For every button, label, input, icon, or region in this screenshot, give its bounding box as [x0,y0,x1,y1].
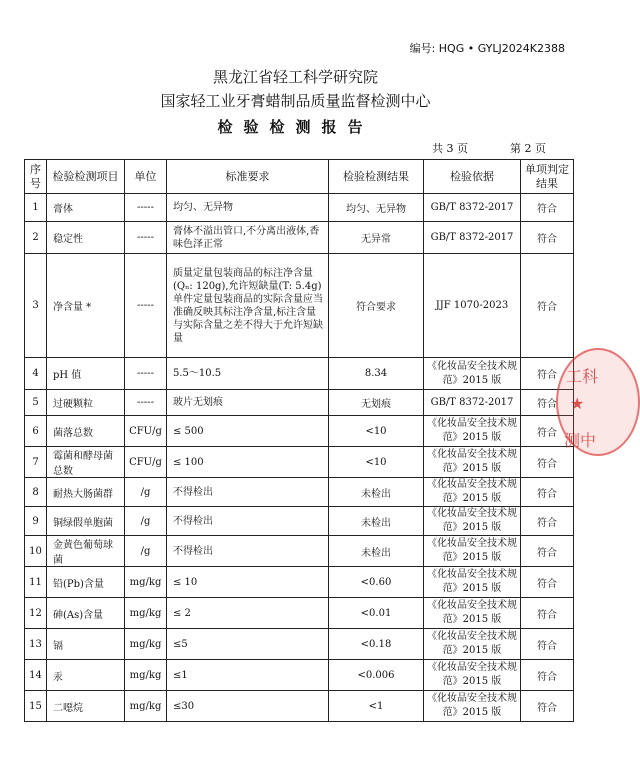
basis-cell: GB/T 8372-2017 [424,222,521,254]
result-cell: 未检出 [329,536,424,567]
official-seal [556,348,640,456]
basis-cell: 《化妆品安全技术规范》2015 版 [424,691,521,722]
unit-cell: ----- [125,254,167,358]
result-cell: <0.006 [329,660,424,691]
verdict-cell: 符合 [521,629,574,660]
requirement-cell: 不得检出 [167,507,329,536]
table-row [25,254,574,358]
requirement-cell: ≤5 [167,629,329,660]
table-row [25,598,574,629]
basis-cell: 《化妆品安全技术规范》2015 版 [424,416,521,447]
row-number-cell: 2 [25,222,47,254]
requirement-cell: ≤30 [167,691,329,722]
verdict-cell: 符合 [521,536,574,567]
seal-star-icon: ★ [570,394,585,413]
test-item-cell: 净含量 * [47,254,125,358]
verdict-cell: 符合 [521,691,574,722]
requirement-cell: 玻片无划痕 [167,390,329,416]
report-title: 检验检测报告 [217,118,374,136]
header-cell: 检验检测结果 [329,160,424,194]
result-cell: <10 [329,447,424,478]
requirement-cell: 不得检出 [167,536,329,567]
verdict-cell: 符合 [521,567,574,598]
organization-name: 黑龙江省轻工科学研究院 [212,68,378,86]
result-cell: 符合要求 [329,254,424,358]
row-number-cell: 6 [25,416,47,447]
table-header-row [25,160,574,194]
test-item-cell: 金黄色葡萄球菌 [47,536,125,567]
unit-cell: ----- [125,222,167,254]
basis-cell: 《化妆品安全技术规范》2015 版 [424,660,521,691]
table-row [25,358,574,390]
test-item-cell: 霉菌和酵母菌总数 [47,447,125,478]
table-row [25,194,574,222]
unit-cell: /g [125,507,167,536]
unit-cell: ----- [125,194,167,222]
row-number-cell: 1 [25,194,47,222]
unit-cell: ----- [125,358,167,390]
verdict-cell: 符合 [521,598,574,629]
verdict-cell: 符合 [521,416,574,447]
header-cell: 检验依据 [424,160,521,194]
row-number-cell: 8 [25,478,47,507]
seal-text: 工科 [566,367,599,386]
requirement-cell: 质量定量包装商品的标注净含量(Qₙ: 120g),允许短缺量(T: 5.4g)单件定量包装商品的实际含量应当准确反映其标注净含量,标注含量与实际含量之差不得大于允许短缺量 [167,254,329,358]
requirement-cell: 不得检出 [167,478,329,507]
requirement-cell: 5.5～10.5 [167,358,329,390]
unit-cell: mg/kg [125,660,167,691]
basis-cell: GB/T 8372-2017 [424,390,521,416]
basis-cell: 《化妆品安全技术规范》2015 版 [424,358,521,390]
row-number-cell: 14 [25,660,47,691]
result-cell: <0.60 [329,567,424,598]
test-item-cell: 耐热大肠菌群 [47,478,125,507]
verdict-cell: 符合 [521,507,574,536]
row-number-cell: 4 [25,358,47,390]
basis-cell: JJF 1070-2023 [424,254,521,358]
result-cell: 未检出 [329,507,424,536]
verdict-cell: 符合 [521,194,574,222]
result-cell: <0.18 [329,629,424,660]
row-number-cell: 15 [25,691,47,722]
table-row [25,478,574,507]
result-cell: 均匀、无异物 [329,194,424,222]
requirement-cell: ≤ 2 [167,598,329,629]
basis-cell: 《化妆品安全技术规范》2015 版 [424,567,521,598]
result-cell: 8.34 [329,358,424,390]
row-number-cell: 13 [25,629,47,660]
basis-cell: 《化妆品安全技术规范》2015 版 [424,507,521,536]
basis-cell: GB/T 8372-2017 [424,194,521,222]
row-number-cell: 10 [25,536,47,567]
verdict-cell: 符合 [521,447,574,478]
verdict-cell: 符合 [521,390,574,416]
table-row [25,660,574,691]
test-item-cell: 铅(Pb)含量 [47,567,125,598]
test-item-cell: 镉 [47,629,125,660]
test-item-cell: pH 值 [47,358,125,390]
requirement-cell: ≤ 100 [167,447,329,478]
seal-text: 测中 [564,431,597,450]
table-row [25,222,574,254]
unit-cell: CFU/g [125,447,167,478]
result-cell: 无划痕 [329,390,424,416]
row-number-cell: 9 [25,507,47,536]
row-number-cell: 5 [25,390,47,416]
row-number-cell: 12 [25,598,47,629]
requirement-cell: 均匀、无异物 [167,194,329,222]
unit-cell: mg/kg [125,629,167,660]
unit-cell: mg/kg [125,691,167,722]
test-results-table [24,159,574,722]
basis-cell: 《化妆品安全技术规范》2015 版 [424,447,521,478]
verdict-cell: 符合 [521,660,574,691]
basis-cell: 《化妆品安全技术规范》2015 版 [424,478,521,507]
result-cell: <1 [329,691,424,722]
header-cell: 单项判定结果 [521,160,574,194]
test-item-cell: 膏体 [47,194,125,222]
test-item-cell: 铜绿假单胞菌 [47,507,125,536]
unit-cell: /g [125,536,167,567]
test-item-cell: 汞 [47,660,125,691]
verdict-cell: 符合 [521,358,574,390]
document-number: 编号: HQG • GYLJ2024K2388 [409,42,565,55]
total-pages: 共 3 页 [432,142,468,155]
basis-cell: 《化妆品安全技术规范》2015 版 [424,536,521,567]
unit-cell: CFU/g [125,416,167,447]
table-row [25,691,574,722]
result-cell: 无异常 [329,222,424,254]
table-row [25,390,574,416]
requirement-cell: ≤ 500 [167,416,329,447]
result-cell: <0.01 [329,598,424,629]
header-cell: 序号 [25,160,47,194]
test-item-cell: 砷(As)含量 [47,598,125,629]
current-page: 第 2 页 [510,142,546,155]
requirement-cell: ≤ 10 [167,567,329,598]
center-name: 国家轻工业牙膏蜡制品质量监督检测中心 [160,92,431,110]
table-row [25,567,574,598]
verdict-cell: 符合 [521,478,574,507]
test-item-cell: 稳定性 [47,222,125,254]
header-cell: 检验检测项目 [47,160,125,194]
table-row [25,536,574,567]
row-number-cell: 11 [25,567,47,598]
header-cell: 标准要求 [167,160,329,194]
result-cell: <10 [329,416,424,447]
basis-cell: 《化妆品安全技术规范》2015 版 [424,629,521,660]
unit-cell: ----- [125,390,167,416]
test-item-cell: 过硬颗粒 [47,390,125,416]
requirement-cell: 膏体不溢出管口,不分离出液体,香味色泽正常 [167,222,329,254]
unit-cell: mg/kg [125,567,167,598]
row-number-cell: 7 [25,447,47,478]
header-cell: 单位 [125,160,167,194]
table-row [25,507,574,536]
result-cell: 未检出 [329,478,424,507]
requirement-cell: ≤1 [167,660,329,691]
unit-cell: /g [125,478,167,507]
table-row [25,629,574,660]
basis-cell: 《化妆品安全技术规范》2015 版 [424,598,521,629]
unit-cell: mg/kg [125,598,167,629]
test-item-cell: 菌落总数 [47,416,125,447]
verdict-cell: 符合 [521,254,574,358]
table-row [25,416,574,447]
table-row [25,447,574,478]
row-number-cell: 3 [25,254,47,358]
verdict-cell: 符合 [521,222,574,254]
test-item-cell: 二噁烷 [47,691,125,722]
